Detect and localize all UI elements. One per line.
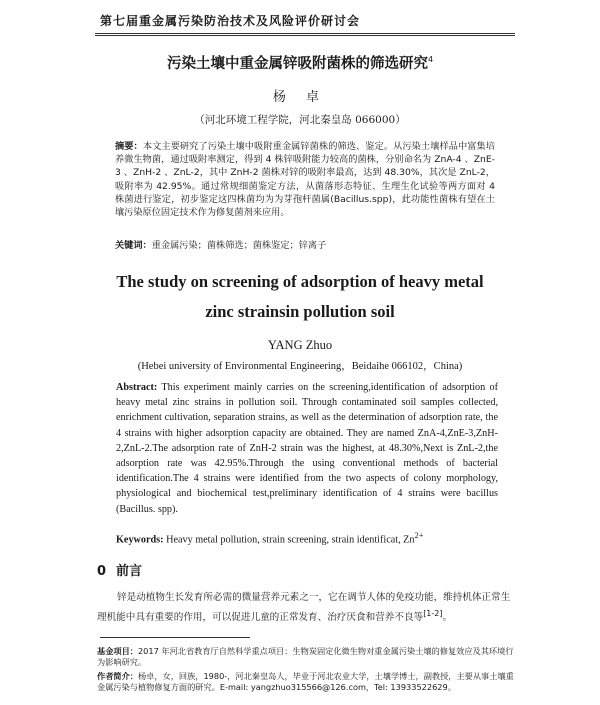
header-rule-double bbox=[95, 35, 515, 36]
english-keywords bbox=[116, 530, 498, 545]
footnote-rule bbox=[100, 637, 250, 638]
chinese-keywords bbox=[115, 237, 495, 251]
english-affiliation: (Hebei university of Environmental Engineering，Beidaihe 066102，China) bbox=[137, 361, 463, 372]
funding-text: 2017 年河北省教育厅自然科学重点项目：生物炭固定化微生物对重金属污染土壤的修复效应及其环境行为影响研究。 bbox=[97, 646, 514, 667]
header-rule bbox=[95, 33, 515, 34]
citation-ref: [1-2] bbox=[423, 609, 443, 618]
zinc-ion-charge: 2+ bbox=[414, 530, 424, 540]
chinese-author: 杨 卓 bbox=[272, 90, 328, 105]
section-heading bbox=[97, 560, 152, 579]
english-keywords-text: Heavy metal pollution, strain screening, strain identificat, bbox=[163, 534, 401, 546]
author-footnote bbox=[97, 671, 517, 693]
author-bio-text: 杨卓，女，回族，1980-，河北秦皇岛人，毕业于河北农业大学，土壤学博士，副教授，主要从事土壤重金属污染与植物修复方面的研究。E-mail: yangzhuo315566@126.com，Tel: 13933522629。 bbox=[97, 671, 514, 692]
chinese-affiliation: （河北环境工程学院，河北秦皇岛 066000） bbox=[194, 114, 406, 126]
section-body-end: 。 bbox=[442, 612, 453, 624]
section-title: 前言 bbox=[116, 564, 143, 579]
english-title-line1: The study on screening of adsorption of heavy metal bbox=[116, 272, 484, 291]
zinc-ion: Zn bbox=[403, 534, 415, 546]
english-title-line2: zinc strainsin pollution soil bbox=[205, 302, 395, 321]
english-author: YANG Zhuo bbox=[267, 338, 333, 352]
english-abstract-label: Abstract: bbox=[116, 382, 158, 393]
section-number: 0 bbox=[97, 564, 107, 579]
english-abstract-text: This experiment mainly carries on the screening,identification of adsorption of heavy metal zinc strains in pollution soil. Through contaminated soil samples collected, enrichment cultivation, separation strains, as well as the determination of adsorption rate, the 4 strains with higher adsorption capacity are obtained. They are named ZnA-4,ZnE-3,ZnH-2,ZnL-2.The adsorption rate of ZnH-2 strain was the highest, at 48.30%,Next is ZnL-2,the adsorption rate was 42.95%.Through the using conventional methods of bacterial identification.The 4 strains were identified from the two aspects of colony morphology, physiological and biochemical test,preliminary identification of 4 strains were bacillus (Bacillus. spp). bbox=[116, 382, 498, 515]
chinese-keywords-label: 关键词： bbox=[115, 240, 152, 251]
section-body bbox=[97, 590, 517, 626]
funding-footnote bbox=[97, 646, 517, 668]
english-keywords-label: Keywords: bbox=[116, 534, 164, 546]
funding-label: 基金项目： bbox=[97, 646, 138, 656]
title-note-mark: 4 bbox=[427, 55, 434, 65]
chinese-abstract-text: 本文主要研究了污染土壤中吸附重金属锌菌株的筛选、鉴定。从污染土壤样品中富集培养微生物菌，通过吸附率测定，得到 4 株锌吸附能力较高的菌株，分别命名为 ZnA-4 、ZnE-3 、ZnH-2 、ZnL-2，其中 ZnH-2 菌株对锌的吸附率最高，达到 48.30%，其次是 ZnL-2，吸附率为 42.95%。通过常规细菌鉴定方法，从菌落形态特征、生理生化试验等两方面对 4 株菌进行鉴定，初步鉴定这四株菌均为为芽孢杆菌属(Bacillus.spp)，此功能性菌株有望在土壤污染原位固定技术作为修复菌剂来应用。 bbox=[115, 141, 495, 219]
chinese-title bbox=[0, 52, 600, 73]
chinese-abstract bbox=[115, 140, 495, 219]
chinese-keywords-text: 重金属污染；菌株筛选；菌株鉴定；锌离子 bbox=[151, 240, 327, 251]
author-bio-label: 作者简介： bbox=[97, 671, 138, 681]
chinese-title-text: 污染土壤中重金属锌吸附菌株的筛选研究 bbox=[166, 56, 428, 72]
chinese-abstract-label: 摘要： bbox=[115, 141, 143, 152]
section-body-text: 锌是动植物生长发育所必需的微量营养元素之一，它在调节人体的免疫功能，维持机体正常生理机能中具有重要的作用，可以促进儿童的正常发育、治疗厌食和营养不良等 bbox=[97, 592, 511, 624]
running-header: 第七届重金属污染防治技术及风险评价研讨会 bbox=[100, 14, 361, 28]
english-abstract bbox=[116, 380, 498, 517]
